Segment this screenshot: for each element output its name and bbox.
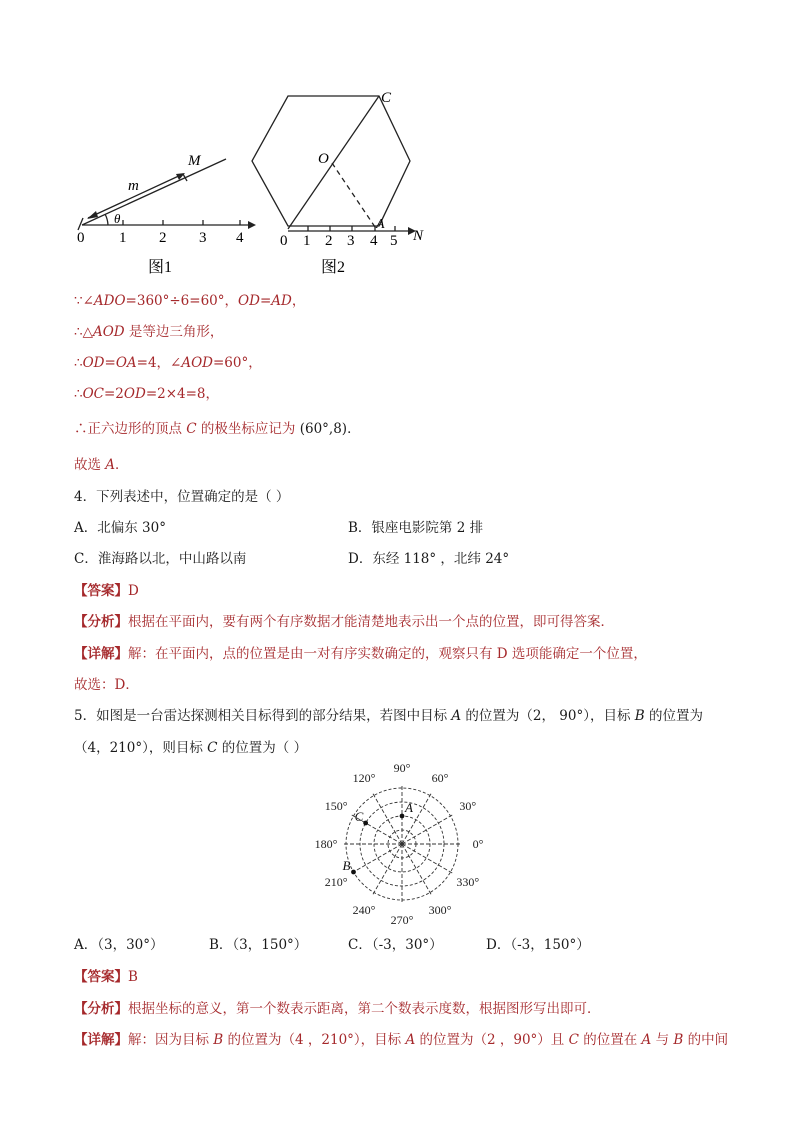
q4-conclusion: 故选：D． (74, 677, 139, 693)
question-4-stem: 4．下列表述中，位置确定的是（ ） (74, 489, 290, 505)
q4-option-c: C．淮海路以北，中山路以南 (74, 551, 247, 567)
tick-label: 4 (236, 230, 244, 246)
radar-spoke (372, 844, 402, 896)
label-m: m (128, 178, 139, 194)
radar-angle-label: 0° (472, 837, 484, 851)
label-N: N (413, 228, 424, 244)
radar-angle-label: 90° (393, 761, 411, 775)
q5-detail: 【详解】解：因为目标 B 的位置为（4 ，210°），目标 A 的位置为（2 ，90°）且 C 的位置在 A 与 B 的中间 (74, 1032, 729, 1048)
label-A: A (376, 217, 385, 232)
radar-angle-label: 210° (324, 875, 348, 889)
radar-point-C (363, 821, 368, 826)
figure-caption: 图1 (148, 259, 173, 276)
radar-point-label: A (405, 800, 413, 815)
solution-line-5: ∴正六边形的顶点 C 的极坐标应记为 (60°,8)． (74, 421, 361, 437)
radar-spoke (402, 814, 454, 844)
q5-answer: 【答案】B (74, 969, 138, 985)
radar-point-label: C (354, 809, 364, 824)
tick-label: 0 (77, 230, 85, 246)
radar-point-label: B (342, 858, 351, 873)
question-5-stem-2: （4，210°），则目标 C 的位置为（ ） (74, 740, 308, 756)
q5-option-a: A．（3，30°） (74, 937, 164, 953)
q4-option-b: B．银座电影院第 2 排 (348, 520, 484, 536)
figure-2 (245, 82, 435, 282)
solution-line-1: ∵∠ADO=360°÷6=60°，OD=AD， (74, 293, 306, 309)
solution-line-4: ∴OC=2OD=2×4=8， (74, 386, 220, 402)
q5-option-c: C．（-3，30°） (348, 937, 443, 953)
radar-angle-label: 60° (431, 771, 449, 786)
radar-figure (300, 760, 500, 930)
figure-caption: 图2 (321, 259, 346, 276)
radar-angle-label: 150° (324, 799, 348, 813)
tick-label: 3 (199, 230, 207, 246)
tick-label: 1 (119, 230, 127, 246)
radar-angle-label: 240° (352, 902, 376, 917)
radar-angle-label: 330° (456, 875, 480, 889)
q5-option-b: B．（3，150°） (209, 937, 308, 953)
radar-angle-label: 270° (390, 913, 414, 927)
q5-option-d: D．（-3，150°） (486, 937, 590, 953)
tick-label: 1 (303, 233, 311, 249)
radar-angle-label: 300° (428, 902, 452, 917)
label-C: C (381, 90, 392, 106)
solution-line-3: ∴OD=OA=4，∠AOD=60°， (74, 355, 262, 371)
question-5-stem-1: 5．如图是一台雷达探测相关目标得到的部分结果，若图中目标 A 的位置为（2， 90°），目标 B 的位置为 (74, 708, 704, 724)
solution-line-6: 故选 A． (74, 457, 129, 473)
radar-angle-label: 30° (459, 799, 477, 813)
tick-label: 0 (280, 233, 288, 249)
radar-spoke (402, 844, 432, 896)
label-O: O (318, 151, 329, 167)
radar-angle-label: 120° (352, 771, 376, 786)
q4-detail: 【详解】解：在平面内，点的位置是由一对有序实数确定的，观察只有 D 选项能确定一个位置， (74, 646, 647, 662)
q5-analysis: 【分析】根据坐标的意义，第一个数表示距离，第二个数表示度数，根据图形写出即可． (74, 1001, 601, 1017)
figure-1 (70, 145, 260, 280)
q4-option-a: A．北偏东 30° (74, 520, 166, 536)
tick-label: 2 (325, 233, 333, 249)
q4-analysis: 【分析】根据在平面内，要有两个有序数据才能清楚地表示出一个点的位置，即可得答案． (74, 614, 614, 630)
radar-point-B (351, 870, 356, 875)
q4-answer: 【答案】D (74, 583, 139, 599)
tick-label: 2 (159, 230, 167, 246)
solution-line-2: ∴△AOD 是等边三角形， (74, 324, 224, 340)
tick-label: 5 (390, 233, 398, 249)
label-M: M (188, 153, 201, 169)
radar-spoke (372, 792, 402, 844)
tick-label: 3 (347, 233, 355, 249)
radar-spoke (350, 844, 402, 874)
radar-angle-label: 180° (314, 837, 338, 851)
label-theta: θ (114, 211, 121, 226)
q4-option-d: D．东经 118° ，北纬 24° (348, 551, 510, 567)
radar-spoke (402, 844, 454, 874)
tick-label: 4 (370, 233, 378, 249)
radar-point-A (400, 814, 405, 819)
